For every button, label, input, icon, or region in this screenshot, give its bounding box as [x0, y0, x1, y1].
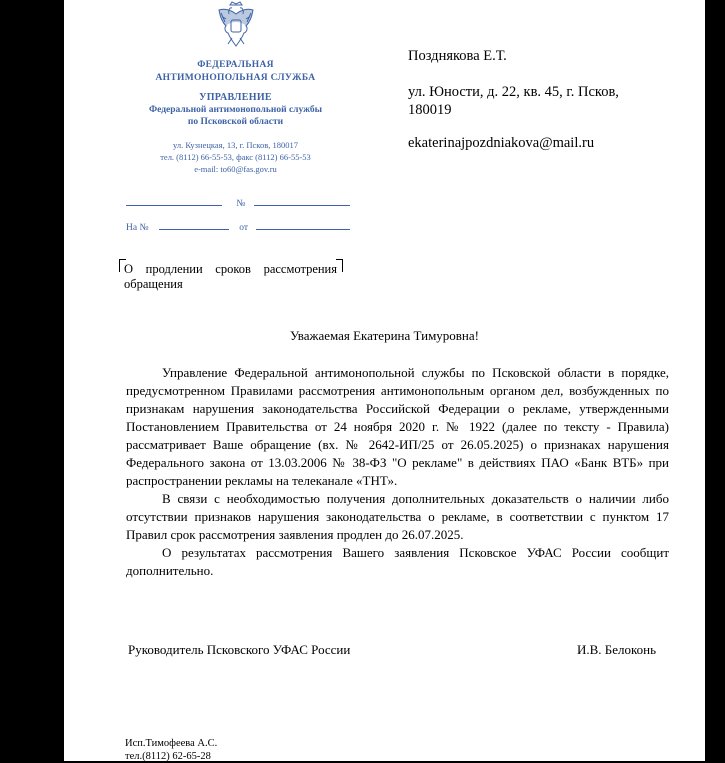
dept-title: УПРАВЛЕНИЕ	[199, 92, 272, 103]
executor-phone: тел.(8112) 62-65-28	[125, 751, 211, 762]
on-number-blank	[159, 220, 229, 230]
agency-line-2: АНТИМОНОПОЛЬНАЯ СЛУЖБА	[155, 73, 316, 83]
recipient-address-line-2: 180019	[408, 102, 452, 118]
subject	[124, 262, 344, 292]
date-blank	[126, 196, 222, 206]
letterhead-address: ул. Кузнецкая, 13, г. Псков, 180017	[173, 140, 298, 150]
body-paragraph-2: В связи с необходимостью получения дополнительных доказательств о наличии либо отсутствии признаков нарушения законодательства о рекламе, в соответствии с пунктом 17 Правил срок рассмотрения заявления продлен до 26.07.2025.	[126, 491, 669, 542]
letterhead-email: e-mail: to60@fas.gov.ru	[194, 164, 277, 174]
letterhead-phones: тел. (8112) 66-55-53, факс (8112) 66-55-53	[160, 152, 311, 162]
recipient-email: ekaterinajpozdniakova@mail.ru	[408, 135, 595, 151]
reference-number-row	[126, 220, 350, 233]
letterhead-contacts	[122, 139, 349, 175]
number-blank	[254, 196, 350, 206]
letter-page	[64, 0, 705, 761]
dept-line-1: Федеральной антимонопольной службы	[148, 105, 323, 115]
number-label: №	[236, 199, 246, 209]
russian-coat-of-arms-icon	[216, 0, 256, 48]
executor-info	[125, 737, 217, 763]
body-paragraph-3: О результатах рассмотрения Вашего заявления Псковское УФАС России сообщит дополнительно.	[126, 545, 669, 578]
from-blank	[256, 220, 350, 230]
signature-name: И.В. Белоконь	[577, 642, 657, 657]
recipient-name: Позднякова Е.Т.	[408, 48, 507, 64]
salutation: Уважаемая Екатерина Тимуровна!	[289, 328, 479, 343]
body-paragraph-1: Управление Федеральной антимонопольной службы по Псковской области в порядке, предусмотренном Правилами рассмотрения антимонопольным органом дел, возбужденных по признакам нарушения законодательства Российской Федерации о рекламе, утвержденными Постановлением Правительства от 24 ноября 2020 г. № 1922 (далее по тексту - Правила) рассматривает Ваше обращение (вх. № 2642-ИП/25 от 26.05.2025) о признаках нарушения Федерального закона от 13.03.2006 № 38-ФЗ "О рекламе" в действиях ПАО «Банк ВТБ» при распространении рекламы на телеканале «ТНТ».	[126, 365, 669, 488]
agency-line-1: ФЕДЕРАЛЬНАЯ	[197, 60, 274, 70]
recipient-address-line-1: ул. Юности, д. 22, кв. 45, г. Псков,	[408, 84, 619, 100]
registration-number-row	[126, 196, 350, 209]
letter-body	[126, 364, 669, 580]
executor-name: Исп.Тимофеева А.С.	[125, 738, 218, 749]
dept-name	[122, 104, 349, 128]
agency-name	[122, 59, 349, 85]
subject-line-1: О продлении сроков рассмотрения	[124, 262, 337, 276]
recipient-address	[408, 83, 619, 119]
signature-position: Руководитель Псковского УФАС России	[128, 642, 351, 657]
on-number-label: На №	[126, 223, 149, 233]
dept-line-2: по Псковской области	[187, 117, 284, 127]
from-label: от	[239, 223, 249, 233]
subject-line-2: обращения	[124, 277, 183, 291]
